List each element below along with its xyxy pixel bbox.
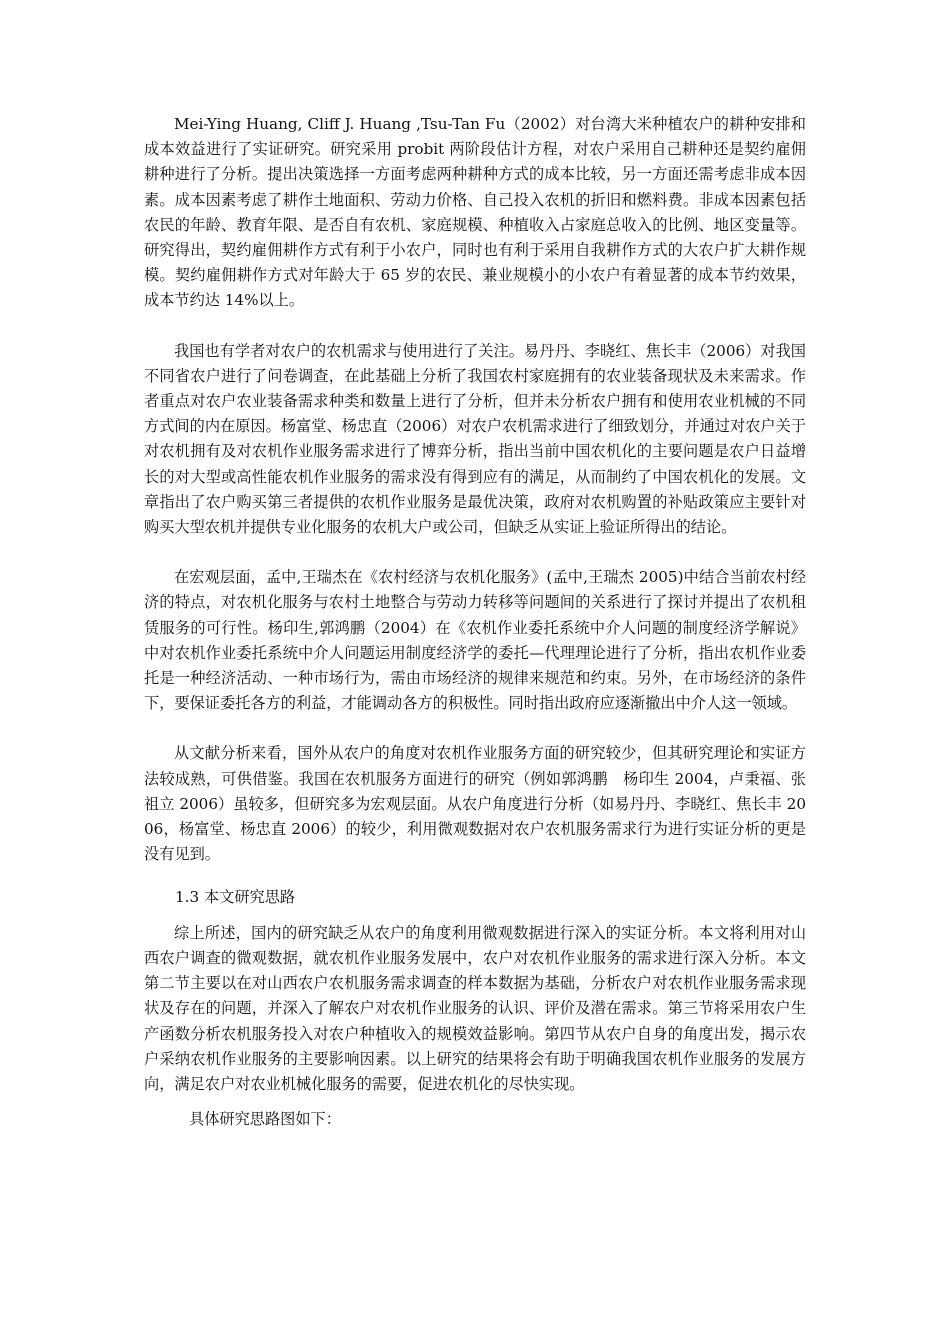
figure-lead-in: 具体研究思路图如下： xyxy=(189,1110,341,1129)
document-page xyxy=(144,112,806,1132)
paragraph-spacer xyxy=(144,1097,806,1107)
paragraph-research-plan: 综上所述，国内的研究缺乏从农户的角度利用微观数据进行深入的实证分析。本文将利用对山西农户调查的微观数据，就农机作业服务发展中，农户对农机作业服务的需求进行深入分析。本文第二节主要以在对山西农户农机服务需求调查的样本数据为基础，分析农户对农机作业服务需求现状及存在的问题，并深入了解农户对农机作业服务的认识、评价及潜在需求。第三节将采用农户生产函数分析农机服务投入对农户种植收入的规模效益影响。第四节从农户自身的角度出发，揭示农户采纳农机作业服务的主要影响因素。以上研究的结果将会有助于明确我国农机作业服务的发展方向，满足农户对农业机械化服务的需要，促进农机化的尽快实现。 xyxy=(144,923,806,1093)
paragraph-huang-study: Mei-Ying Huang, Cliff J. Huang ,Tsu-Tan Fu（2002）对台湾大米种植农户的耕种安排和成本效益进行了实证研究。研究采用 probit 两阶段估计方程，对农户采用自己耕种还是契约雇佣耕种进行了分析。提出决策选择一方面考虑两种耕种方式的成本比较，另一方面还需考虑非成本因素。成本因素考虑了耕作土地面积、劳动力价格、自己投入农机的折旧和燃料费。非成本因素包括农民的年龄、教育年限、是否自有农机、家庭规模、种植收入占家庭总收入的比例、地区变量等。研究得出，契约雇佣耕作方式有利于小农户，同时也有利于采用自我耕作方式的大农户扩大耕作规模。契约雇佣耕作方式对年龄大于 65 岁的农民、兼业规模小的小农户有着显著的成本节约效果，成本节约达 14%以上。 xyxy=(144,115,806,310)
paragraph-spacer xyxy=(144,911,806,921)
paragraph-spacer xyxy=(144,314,806,339)
paragraph-macro-level: 在宏观层面，孟中,王瑞杰在《农村经济与农机化服务》(孟中,王瑞杰 2005)中结合当前农村经济的特点，对农机化服务与农村土地整合与劳动力转移等问题间的关系进行了探讨并提出了农机租赁服务的可行性。杨印生,郭鸿鹏（2004）在《农机作业委托系统中介人问题的制度经济学解说》中对农机作业委托系统中介人问题运用制度经济学的委托—代理理论进行了分析，指出农机作业委托是一种经济活动、一种市场行为，需由市场经济的规律来规范和约束。另外，在市场经济的条件下，要保证委托各方的利益，才能调动各方的积极性。同时指出政府应逐渐撤出中介人这一领域。 xyxy=(144,568,807,713)
paragraph-spacer xyxy=(144,716,806,741)
paragraph-literature-summary: 从文献分析来看，国外从农户的角度对农机作业服务方面的研究较少，但其研究理论和实证方法较成熟，可供借鉴。我国在农机服务方面进行的研究（例如郭鸿鹏 杨印生 2004，卢秉福、张祖立 2006）虽较多，但研究多为宏观层面。从农户角度进行分析（如易丹丹、李晓红、焦长丰 2006，杨富堂、杨忠直 2006）的较少，利用微观数据对农户农机服务需求行为进行实证分析的更是没有见到。 xyxy=(144,744,806,864)
paragraph-domestic-studies: 我国也有学者对农户的农机需求与使用进行了关注。易丹丹、李晓红、焦长丰（2006）对我国不同省农户进行了问卷调查，在此基础上分析了我国农村家庭拥有的农业装备现状及未来需求。作者重点对农户农业装备需求种类和数量上进行了分析，但并未分析农户拥有和使用农业机械的不同方式间的内在原因。杨富堂、杨忠直（2006）对农户农机需求进行了细致划分，并通过对农户关于对农机拥有及对农机作业服务需求进行了博弈分析，指出当前中国农机化的主要问题是农户日益增长的对大型或高性能农机作业服务的需求没有得到应有的满足，从而制约了中国农机化的发展。文章指出了农户购买第三者提供的农机作业服务是最优决策，政府对农机购置的补贴政策应主要针对购买大型农机并提供专业化服务的农机大户或公司，但缺乏从实证上验证所得出的结论。 xyxy=(144,341,806,537)
paragraph-spacer xyxy=(144,540,806,565)
section-heading: 1.3 本文研究思路 xyxy=(175,888,296,907)
paragraph-spacer xyxy=(144,867,806,885)
